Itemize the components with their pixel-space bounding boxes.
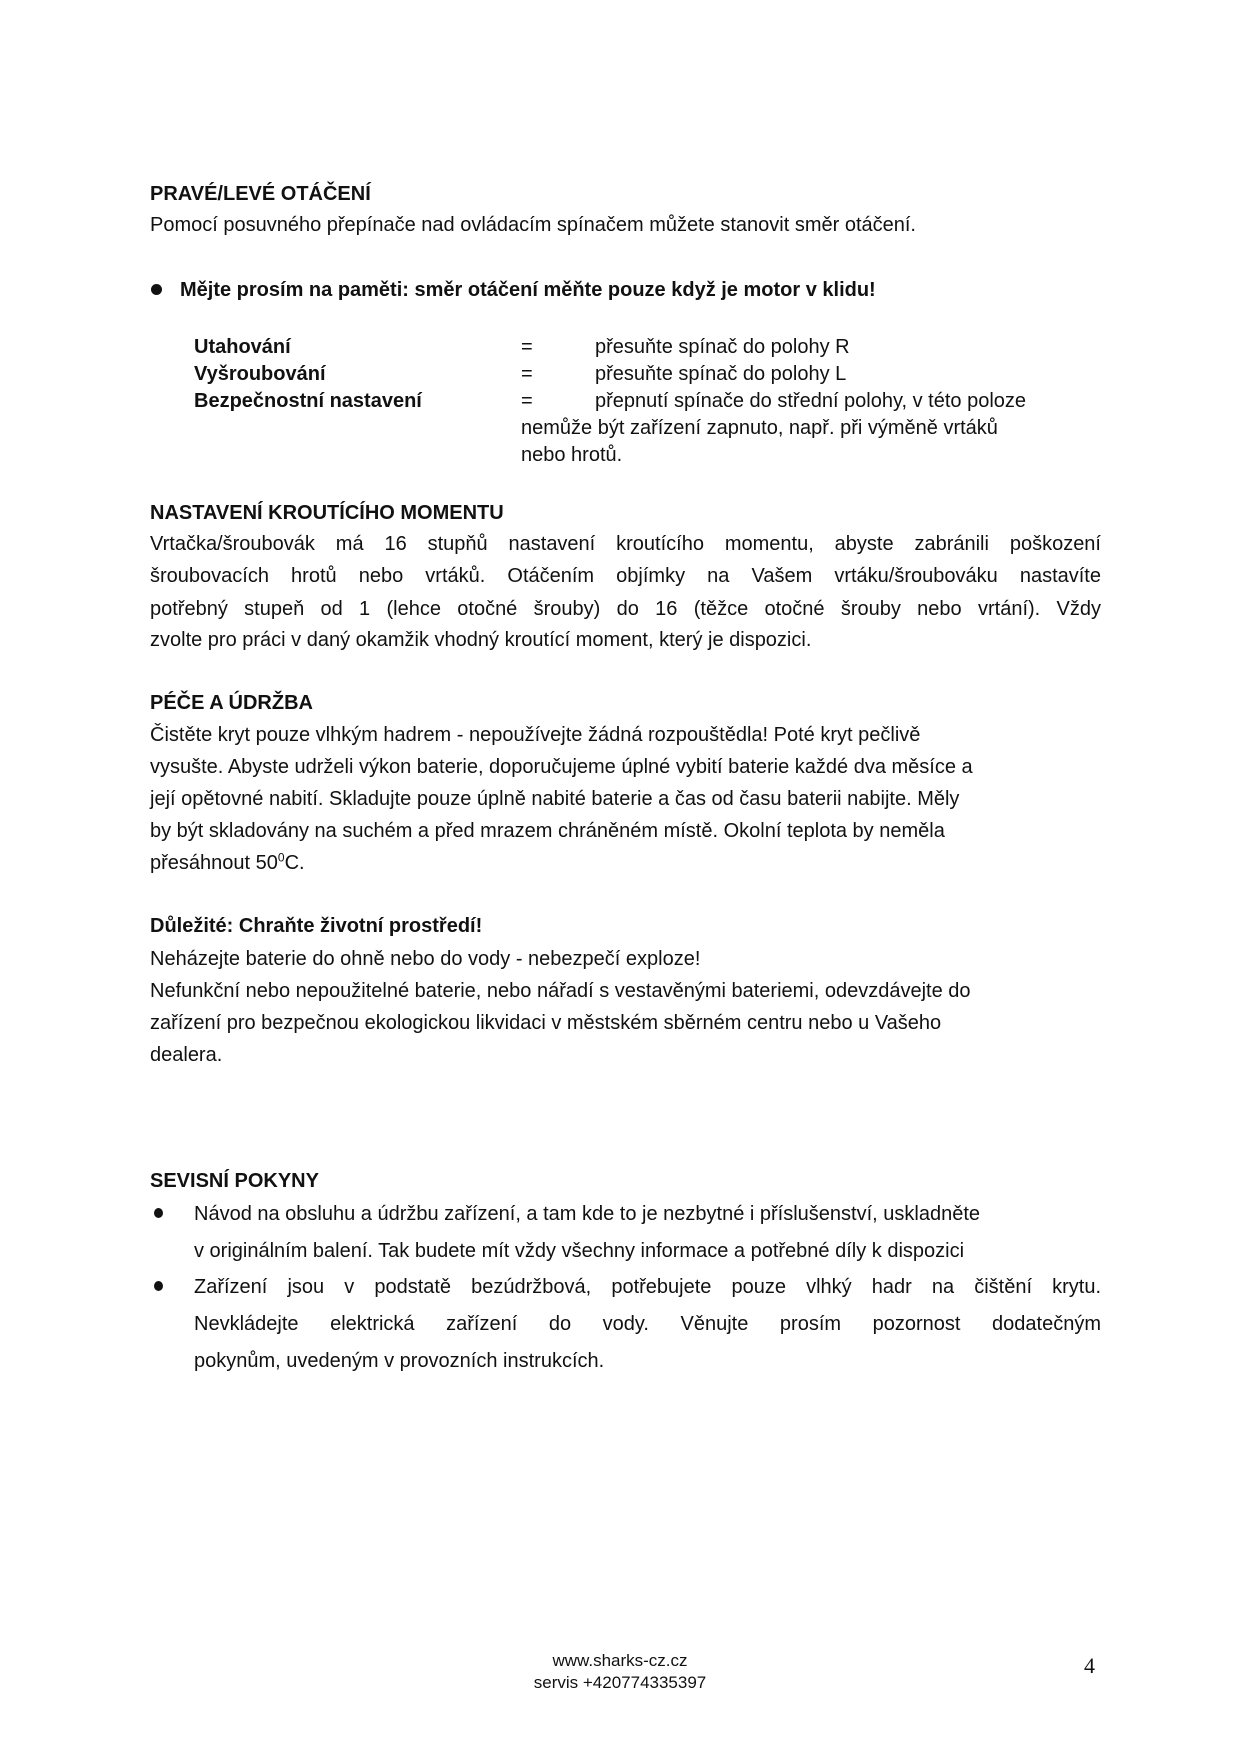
service-item-line: Nevkládejte elektrická zařízení do vody. Věnujte prosím pozornost dodatečným [194, 1313, 1101, 1335]
bullet-icon [151, 284, 162, 295]
label-bezpecnostni: Bezpečnostní nastavení [194, 390, 422, 412]
label-utahovani: Utahování [194, 336, 291, 358]
temp-text: přesáhnout 50 [150, 852, 278, 874]
value-vysroubovani: přesuňte spínač do polohy L [595, 363, 847, 385]
rotation-note: Mějte prosím na paměti: směr otáčení měňte pouze když je motor v klidu! [180, 279, 876, 301]
torque-line: Vrtačka/šroubovák má 16 stupňů nastavení kroutícího momentu, abyste zabránili poškození [150, 533, 1101, 555]
section-heading-rotation: PRAVÉ/LEVÉ OTÁČENÍ [150, 183, 371, 205]
torque-line: potřebný stupeň od 1 (lehce otočné šrouby) do 16 (těžce otočné šrouby nebo vrtání). Vždy [150, 598, 1101, 620]
care-line: Čistěte kryt pouze vlhkým hadrem - nepoužívejte žádná rozpouštědla! Poté kryt pečlivě [150, 724, 921, 746]
care-line: vysušte. Abyste udrželi výkon baterie, doporučujeme úplné vybití baterie každé dva měsíce a [150, 756, 973, 778]
equals: = [521, 363, 533, 385]
value-utahovani: přesuňte spínač do polohy R [595, 336, 850, 358]
equals: = [521, 336, 533, 358]
bullet-icon [154, 1208, 163, 1218]
page-number: 4 [1084, 1653, 1095, 1678]
care-line: by být skladovány na suchém a před mrazem chráněném místě. Okolní teplota by neměla [150, 820, 945, 842]
value-bezpecnostni-cont: nebo hrotů. [521, 444, 623, 466]
section-heading-environment: Důležité: Chraňte životní prostředí! [150, 915, 483, 937]
value-bezpecnostni-cont: nemůže být zařízení zapnuto, např. při výměně vrtáků [521, 417, 998, 439]
care-line-temperature [150, 851, 1101, 875]
footer-phone: servis +420774335397 [533, 1673, 707, 1692]
equals: = [521, 390, 533, 412]
bullet-icon [154, 1281, 163, 1291]
footer-website: www.sharks-cz.cz [552, 1651, 688, 1670]
degree-sup: 0 [277, 850, 285, 865]
care-line: její opětovné nabití. Skladujte pouze úplně nabité baterie a čas od času baterii nabijte. Měly [150, 788, 960, 810]
torque-line: šroubovacích hrotů nebo vrtáků. Otáčením objímky na Vašem vrtáku/šroubováku nastavíte [150, 565, 1101, 587]
section-heading-torque: NASTAVENÍ KROUTÍCÍHO MOMENTU [150, 502, 504, 524]
env-line: Nefunkční nebo nepoužitelné baterie, nebo nářadí s vestavěnými bateriemi, odevzdávejte do [150, 980, 971, 1002]
env-line: zařízení pro bezpečnou ekologickou likvidaci v městském sběrném centru nebo u Vašeho [150, 1012, 942, 1034]
service-item-line: v originálním balení. Tak budete mít vždy všechny informace a potřebné díly k dispozici [194, 1240, 965, 1262]
rotation-text: Pomocí posuvného přepínače nad ovládacím spínačem můžete stanovit směr otáčení. [150, 214, 916, 236]
service-item-line: pokynům, uvedeným v provozních instrukcích. [194, 1350, 605, 1372]
label-vysroubovani: Vyšroubování [194, 363, 326, 385]
env-line: dealera. [150, 1044, 223, 1066]
service-item-line: Zařízení jsou v podstatě bezúdržbová, potřebujete pouze vlhký hadr na čištění krytu. [194, 1276, 1101, 1298]
value-bezpecnostni: přepnutí spínače do střední polohy, v této poloze [595, 390, 1027, 412]
temp-unit: C. [284, 852, 305, 874]
section-heading-service: SEVISNÍ POKYNY [150, 1170, 319, 1192]
torque-line: zvolte pro práci v daný okamžik vhodný kroutící moment, který je dispozici. [150, 629, 812, 651]
env-line: Neházejte baterie do ohně nebo do vody - nebezpečí exploze! [150, 948, 701, 970]
section-heading-care: PÉČE A ÚDRŽBA [150, 692, 313, 714]
service-item-line: Návod na obsluhu a údržbu zařízení, a tam kde to je nezbytné i příslušenství, uskladněte [194, 1203, 981, 1225]
